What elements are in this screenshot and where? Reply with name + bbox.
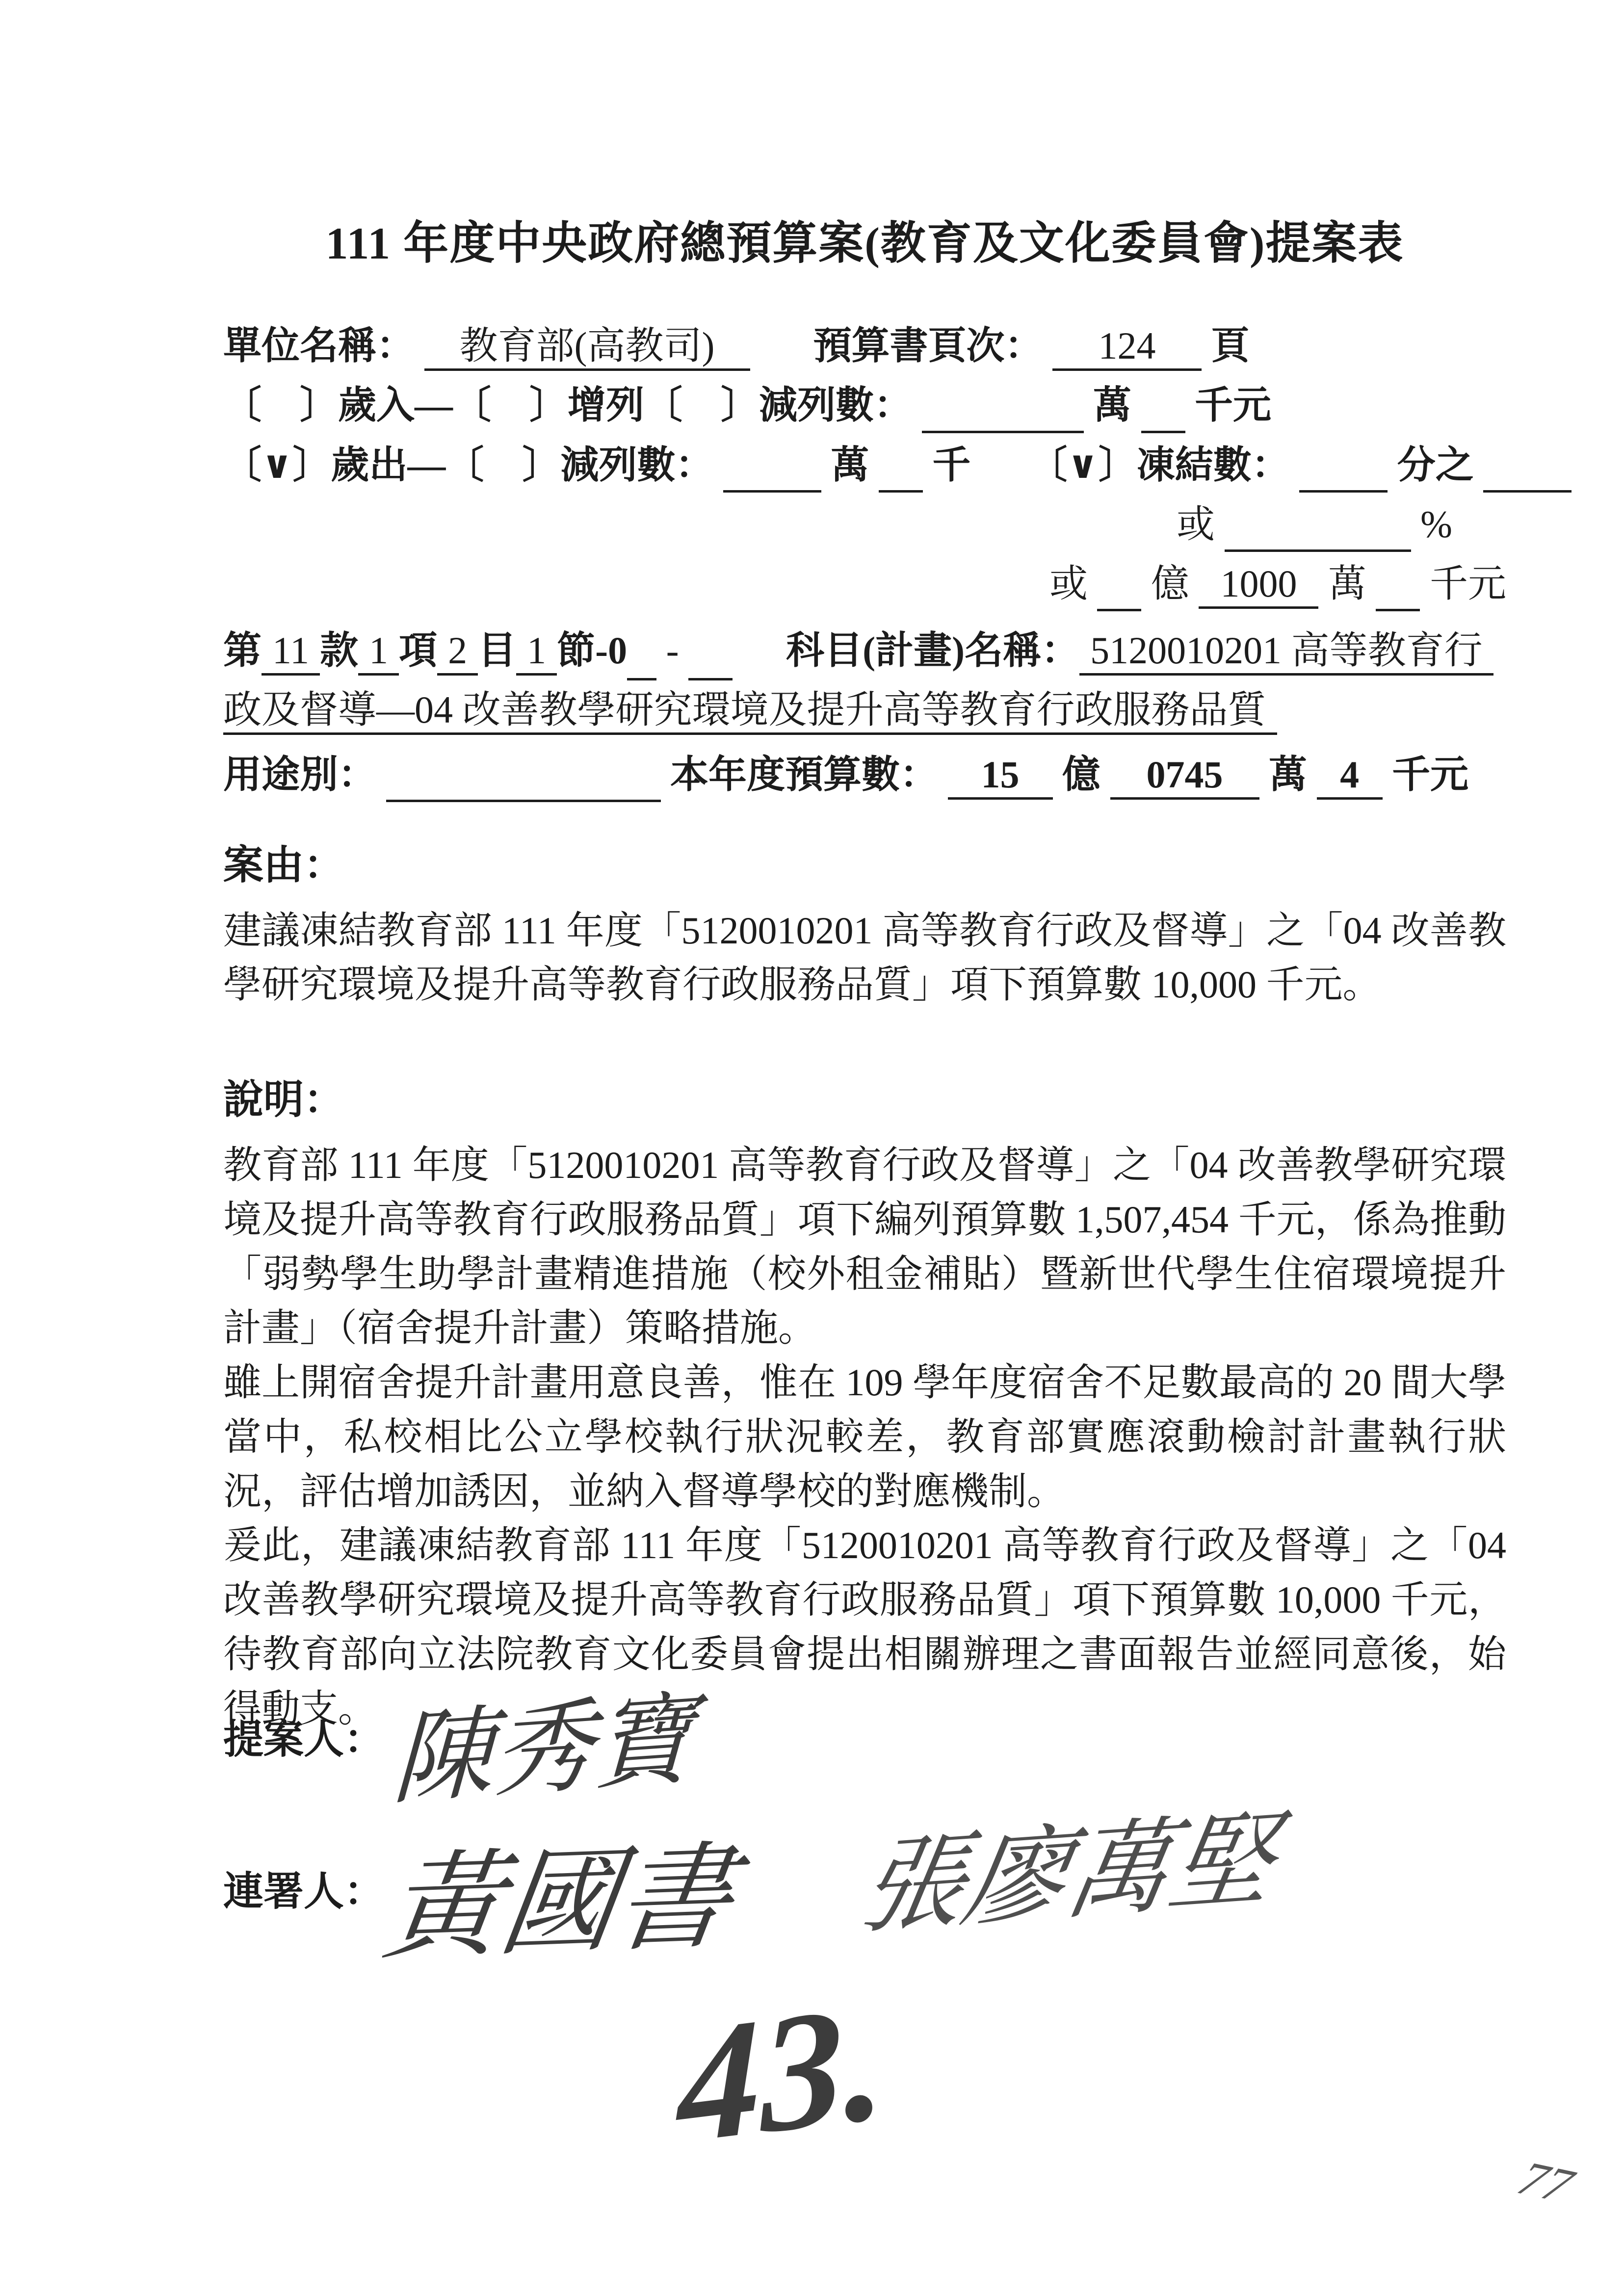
- or-percent-suffix: %: [1420, 502, 1452, 546]
- subject-jie-no: 1: [516, 628, 557, 676]
- or-percent-label: 或: [1177, 502, 1215, 546]
- or-amount-blank-yi: [1097, 569, 1141, 611]
- subject-di: 第: [223, 628, 262, 672]
- case-section-label: 案由：: [223, 842, 344, 887]
- subject-line: [223, 621, 1506, 740]
- or-amount-value: 1000: [1199, 561, 1318, 609]
- budget-yi: 億: [1062, 753, 1101, 796]
- cosigner-signature-2: 張廖萬堅: [852, 1802, 1284, 1947]
- revenue-blank-qian: [1141, 391, 1185, 433]
- revenue-line: [223, 377, 1506, 433]
- expenditure-wan: 萬: [831, 443, 869, 486]
- expenditure-qian: 千: [932, 443, 971, 486]
- budget-page-value: 124: [1052, 323, 1202, 371]
- budget-qianyuan: 千元: [1392, 753, 1469, 796]
- revenue-label: 〔 〕歲入—〔 〕增列〔 〕減列數：: [223, 384, 913, 427]
- or-amount-qianyuan: 千元: [1429, 562, 1506, 605]
- handwritten-page-number: 77: [1510, 2151, 1581, 2213]
- revenue-wan: 萬: [1093, 384, 1132, 427]
- subject-kuan-no: 11: [262, 628, 320, 676]
- or-amount-label: 或: [1049, 562, 1088, 605]
- subject-name-line2: 政及督導—04 改善教學研究環境及提升高等教育行政服務品質: [223, 687, 1277, 735]
- expenditure-blank-wan: [723, 450, 821, 493]
- explanation-paragraph-3: 爰此，建議凍結教育部 111 年度「5120010201 高等教育行政及督導」之「04 改善教學研究環境及提升高等教育行政服務品質」項下預算數 10,000 千元，待教育部向立法院教育文化委員會提出相關辦理之書面報告並經同意後，始得動支。: [223, 1524, 1506, 1730]
- subject-blank-1: [627, 638, 656, 680]
- unit-line: [223, 318, 1506, 373]
- expenditure-line: [223, 437, 1506, 493]
- explanation-paragraph-1: 教育部 111 年度「5120010201 高等教育行政及督導」之「04 改善教學研究環境及提升高等教育行政服務品質」項下編列預算數 1,507,454 千元，係為推動「弱勢學生助學計畫精進措施（校外租金補貼）暨新世代學生住宿環境提升計畫」（宿舍提升計畫）策略措施。: [223, 1144, 1506, 1350]
- budget-page-suffix: 頁: [1211, 324, 1250, 367]
- usage-label: 用途別：: [223, 753, 377, 796]
- or-amount-yi: 億: [1151, 562, 1189, 605]
- proposer-signature: 陳秀寶: [391, 1684, 696, 1817]
- freeze-label: 〔∨〕凍結數：: [1029, 443, 1290, 486]
- proposer-label: 提案人：: [223, 1717, 385, 1762]
- handwritten-item-number: 43.: [676, 1967, 887, 2179]
- or-amount-wan: 萬: [1328, 562, 1366, 605]
- revenue-qianyuan: 千元: [1195, 384, 1272, 427]
- freeze-fenzhi: 分之: [1397, 443, 1474, 486]
- subject-blank-2: [688, 638, 733, 680]
- cosigner-label: 連署人：: [223, 1869, 385, 1914]
- budget-yi-value: 15: [948, 752, 1053, 800]
- or-amount-line: [223, 556, 1506, 611]
- subject-kuan: 款: [320, 628, 359, 672]
- cosigner-signature-1: 黃國書: [377, 1833, 741, 1974]
- unit-value: 教育部(高教司): [424, 323, 750, 371]
- page-title: 111 年度中央政府總預算案(教育及文化委員會)提案表: [325, 218, 1404, 268]
- subject-mu: 目: [478, 628, 517, 672]
- or-amount-blank-qian: [1376, 569, 1420, 611]
- subject-xiang: 項: [399, 628, 438, 672]
- or-percent-blank: [1225, 509, 1411, 552]
- or-percent-line: [223, 496, 1506, 552]
- freeze-blank-numerator: [1299, 450, 1388, 493]
- form-content: [223, 211, 1506, 1736]
- usage-line: [223, 747, 1506, 802]
- budget-wan: 萬: [1269, 753, 1308, 796]
- subject-mu-no: 2: [437, 628, 478, 676]
- budget-qian-value: 4: [1317, 752, 1383, 800]
- subject-jie: 節-0: [557, 628, 628, 672]
- expenditure-label: 〔∨〕歲出—〔 〕減列數：: [223, 443, 714, 486]
- usage-blank: [386, 759, 661, 802]
- explanation-section-label: 說明：: [223, 1077, 344, 1122]
- subject-xiang-no: 1: [358, 628, 399, 676]
- explanation-paragraph-2: 雖上開宿舍提升計畫用意良善，惟在 109 學年度宿舍不足數最高的 20 間大學當中，私校相比公立學校執行狀況較差，教育部實應滾動檢討計畫執行狀況，評估增加誘因，並納入督導學校的對應機制。: [223, 1361, 1506, 1513]
- case-text: 建議凍結教育部 111 年度「5120010201 高等教育行政及督導」之「04 改善教學研究環境及提升高等教育行政服務品質」項下預算數 10,000 千元。: [223, 909, 1506, 1006]
- subject-dash: -: [666, 628, 679, 672]
- freeze-blank-denominator: [1483, 450, 1572, 493]
- budget-page-label: 預算書頁次：: [813, 324, 1043, 367]
- budget-wan-value: 0745: [1110, 752, 1259, 800]
- expenditure-blank-qian: [879, 450, 923, 493]
- subject-name-line1: 5120010201 高等教育行: [1079, 628, 1493, 676]
- budget-amount-label: 本年度預算數：: [670, 753, 939, 796]
- unit-label: 單位名稱：: [223, 324, 415, 367]
- subject-name-label: 科目(計畫)名稱：: [786, 628, 1080, 672]
- revenue-blank-wan: [922, 391, 1084, 433]
